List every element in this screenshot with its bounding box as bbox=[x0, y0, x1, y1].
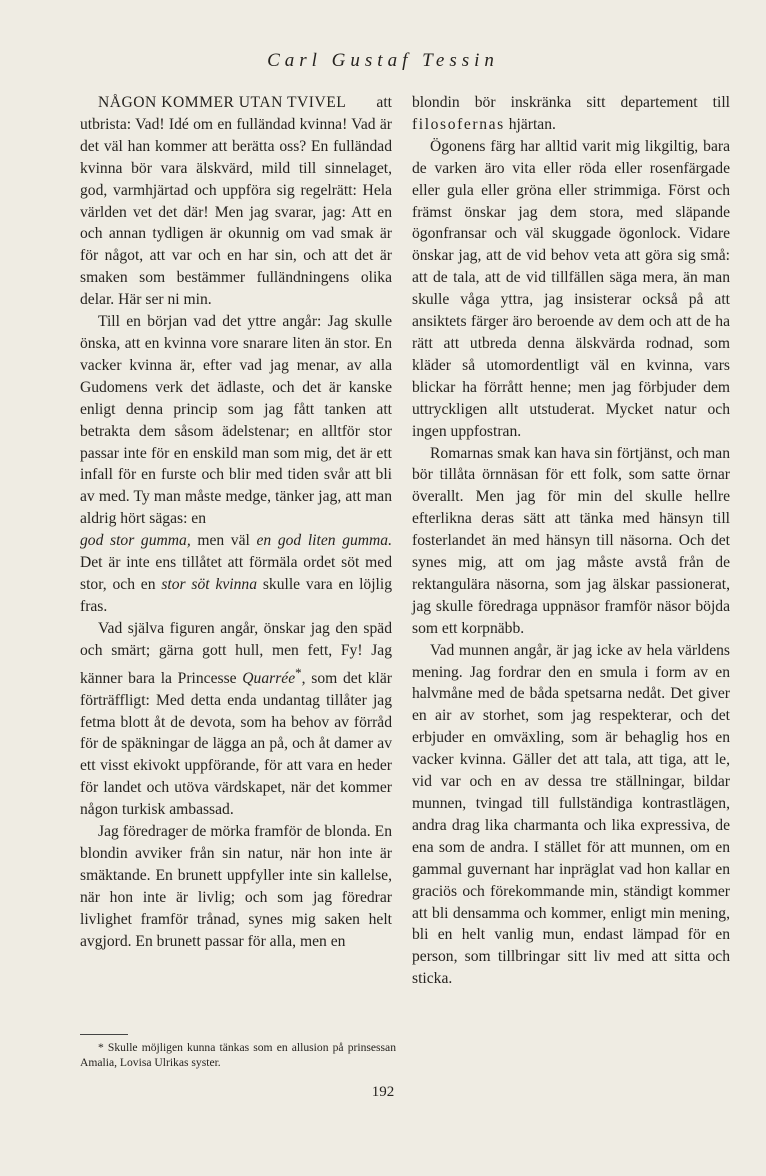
paragraph-text: hjärtan. bbox=[504, 115, 556, 133]
paragraph bbox=[412, 92, 730, 136]
paragraph bbox=[80, 92, 392, 311]
paragraph: Jag föredrager de mörka framför de blonda. En blondin avviker från sin natur, när hon inte är smäktande. En brunett uppfyller inte sin kallelse, när hon inte är livlig; och som jag föredrar livlighet framför trånad, synes mig saken helt avgjord. En brunett passar för alla, men en bbox=[80, 823, 392, 950]
left-column bbox=[80, 92, 392, 953]
paragraph-text: Det är inte ens tillåtet att förmäla ordet söt med stor, och en bbox=[80, 554, 392, 593]
right-column bbox=[412, 92, 730, 990]
paragraph-text: skulle vara en löjlig fras. bbox=[80, 575, 392, 615]
footnote-body: Skulle möjligen kunna tänkas som en allusion på prinsessan Amalia, Lovisa Ulrikas syster. bbox=[80, 1041, 396, 1069]
paragraph-text: men väl bbox=[190, 532, 257, 550]
footnote-marker: * bbox=[98, 1041, 104, 1054]
italic-phrase: god stor gumma, bbox=[80, 532, 191, 550]
opening-words: NÅGON KOMMER UTAN TVIVEL bbox=[98, 94, 347, 111]
footnote bbox=[80, 1040, 396, 1070]
paragraph-text: , som det klär förträffligt: Med detta enda undantag tillåter jag fetma blott åt de devota, som ha behov av förråd för de späkningar de lägga an på, och åt damer av ett visst ekivokt uppförande, för att vara en heder för landet och utöva värdskapet, när det kommer någon turkisk ambassad. bbox=[80, 669, 392, 819]
paragraph bbox=[80, 618, 392, 821]
italic-phrase: Quarrée bbox=[242, 669, 296, 687]
footnote-rule bbox=[80, 1034, 128, 1035]
running-head: Carl Gustaf Tessin bbox=[267, 50, 499, 71]
paragraph-text: Vad själva figuren angår, önskar jag den späd och smärt; gärna gott hull, men fett, Fy! Jag känner bara la Princesse bbox=[80, 619, 392, 687]
paragraph: Till en början vad det yttre angår: Jag skulle önska, att en kvinna vore snarare liten än stor. En vacker kvinna är, efter vad jag menar, av alla Gudomens verk det ädlaste, och det är kanske enligt denna princip som jag fått tanken att betrakta dem såsom ädelstenar; en alltför stor passar inte för en enskild man som mig, det är ett infall för en furste och blir med tiden svår att bli av med. Ty man måste medge, tänker jag, att man aldrig hört sägas: en bbox=[80, 313, 392, 528]
italic-phrase: stor söt kvinna bbox=[161, 575, 258, 593]
footnote-marker: * bbox=[295, 664, 302, 680]
paragraph-text: att utbrista: Vad! Idé om en fulländad kvinna! Vad är det väl han kommer att berätta oss? En fulländad kvinna bör vara älskvärd, mild till sinnelaget, god, varmhjärtad och uppföra sig regelrätt: Hela världen vet det där! Men jag svarar, jag: Att en och annan tydligen är okunnig om vad smak är för något, att var och en har sin, och att det är smaken som bestämmer fulländningens olika delar. Här ser ni min. bbox=[80, 94, 392, 309]
spaced-word: filosofernas bbox=[412, 115, 505, 133]
paragraph: Romarnas smak kan hava sin förtjänst, och man bör tillåta örnnäsan för ett folk, som satte örnar överallt. Men jag för min del skulle hellre efterlikna deras sätt att tänka med hänsyn till fosterlandet än med hänsyn till näsorna. Och det synes mig, att om jag måste avstå från de rektangulära näsorna, som jag älskar passionerat, jag skulle föredraga uppnäsor framför näsor böjda som ett korpnäbb. bbox=[412, 444, 730, 637]
paragraph: Vad munnen angår, är jag icke av hela världens mening. Jag fordrar den en smula i form av en halvmåne med de båda spetsarna nedåt. Det giver en air av storhet, som jag respekterar, och det erbjuder en omväxling, som är behaglig hos en vacker kvinna. Gäller det att tala, att tiga, att le, vid var och en av dessa tre ställningar, bildar munnen, tvingad till fullständiga kontrastlägen, andra drag lika charmanta och lika expressiva, de ena som de andra. I stället för att munnen, om en gammal guvernant har inpräglat vad hon kallar en graciös och förekommande min, ständigt kommer att bli densamma och kommer, enligt min mening, bli en helt vanlig mun, endast lämpad för en person, som tillbringar sitt liv med att sitta och sticka. bbox=[412, 641, 730, 988]
footnote-text bbox=[80, 1040, 396, 1070]
page-number: 192 bbox=[371, 1084, 395, 1100]
italic-phrase: en god liten gumma. bbox=[256, 532, 393, 550]
paragraph-continuation bbox=[80, 530, 392, 618]
paragraph: Ögonens färg har alltid varit mig likgiltig, bara de varken äro vita eller röda eller rosenfärgade eller gula eller gröna eller strimmiga. Först och främst önskar jag dem stora, med släpande ögonfransar och väl skuggade ögonlock. Vidare önskar jag, att de vid behov veta att göra sig små: att de tala, att de vid tillfällen säga mera, än man skulle våga yttra, jag insisterar också på att ansiktets färger äro beroende av dem och att de ha rätt att utbreda denna älskvärda rodnad, som kläder så utomordentligt väl en kvinna, vars blickar ha förrått henne; men jag förbjuder dem uttryckligen allt utstuderat. Mycket natur och ingen uppfostran. bbox=[412, 137, 730, 440]
paragraph-text: blondin bör inskränka sitt departement till bbox=[412, 94, 730, 111]
